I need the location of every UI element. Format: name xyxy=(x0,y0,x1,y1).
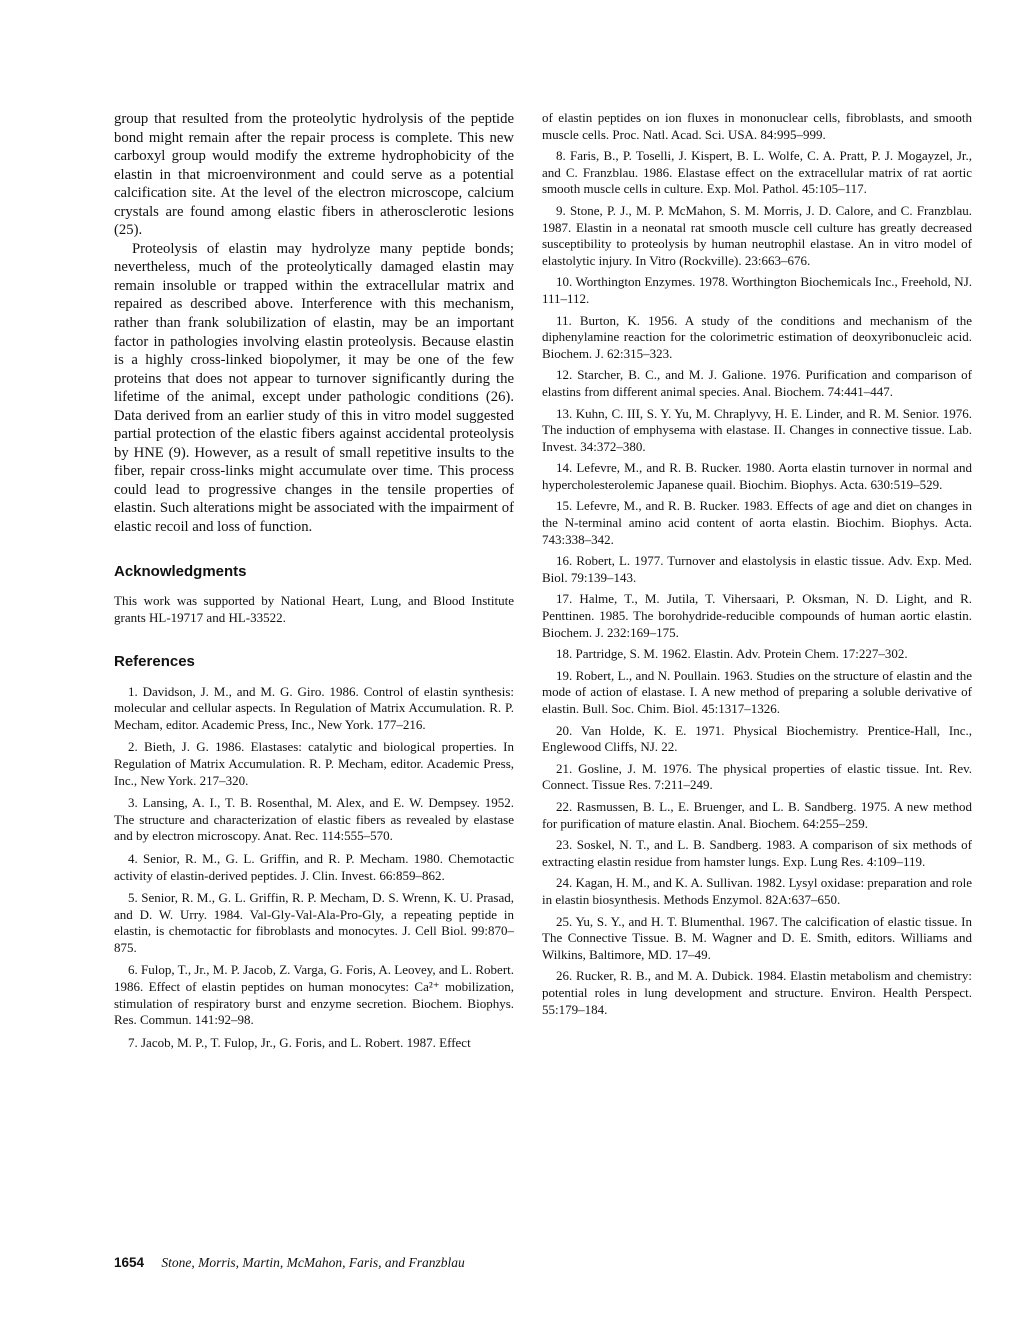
reference-item: 20. Van Holde, K. E. 1971. Physical Biochemistry. Prentice-Hall, Inc., Englewood Cliffs, NJ. 22. xyxy=(542,722,972,755)
page-number: 1654 xyxy=(114,1255,145,1270)
acknowledgments-heading: Acknowledgments xyxy=(114,562,247,580)
body-paragraph-2: Proteolysis of elastin may hydrolyze many peptide bonds; nevertheless, much of the proteolytically damaged elastin may remain insoluble or trapped within the extracellular matrix and repaired as described above. Interference with this mechanism, rather than frank solubilization of elastin, may be an important factor in pathologies involving elastin proteolysis. Because elastin is a highly cross-linked biopolymer, it may be one of the few proteins that does not appear to turnover significantly during the lifetime of the animal, except under pathologic conditions (26). Data derived from an earlier study of this in vitro model suggested partial protection of the elastic fibers against accidental proteolysis by HNE (9). However, as a result of small repetitive insults to the fiber, repair cross-links might accumulate over time. This process could lead to progressive changes in the tensile properties of elastin. Such alterations might be associated with the impairment of elastic recoil and loss of function. xyxy=(114,240,514,536)
reference-item: 15. Lefevre, M., and R. B. Rucker. 1983. Effects of age and diet on changes in the N-terminal amino acid content of aorta elastin. Biochim. Biophys. Acta. 743:338–342. xyxy=(542,498,972,547)
reference-item: 9. Stone, P. J., M. P. McMahon, S. M. Morris, J. D. Calore, and C. Franzblau. 1987. Elastin in a neonatal rat smooth muscle cell culture has greatly decreased susceptibility to proteolysis by human neutrophil elastase. An in vitro model of elastolytic injury. In Vitro (Rockville). 23:663–676. xyxy=(542,202,972,268)
reference-item: 2. Bieth, J. G. 1986. Elastases: catalytic and biological properties. In Regulation of Matrix Accumulation. R. P. Mecham, editor. Academic Press, Inc., New York. 217–320. xyxy=(114,739,514,788)
reference-item: 11. Burton, K. 1956. A study of the conditions and mechanism of the diphenylamine reaction for the colorimetric estimation of deoxyribonucleic acid. Biochem. J. 62:315–323. xyxy=(542,312,972,361)
reference-item: 22. Rasmussen, B. L., E. Bruenger, and L. B. Sandberg. 1975. A new method for purification of mature elastin. Anal. Biochem. 64:255–259. xyxy=(542,798,972,831)
reference-item: 23. Soskel, N. T., and L. B. Sandberg. 1983. A comparison of six methods of extracting elastin residue from hamster lungs. Exp. Lung Res. 4:109–119. xyxy=(542,837,972,869)
reference-item: 6. Fulop, T., Jr., M. P. Jacob, Z. Varga, G. Foris, A. Leovey, and L. Robert. 1986. Effect of elastin peptides on human monocytes: Ca²⁺ mobilization, stimulation of respiratory burst and enzyme secretion. Biochem. Biophys. Res. Commun. 141:92–98. xyxy=(114,962,515,1028)
reference-item: 1. Davidson, J. M., and M. G. Giro. 1986. Control of elastin synthesis: molecular and cellular aspects. In Regulation of Matrix Accumulation. R. P. Mecham, editor. Academic Press, Inc., New York. 177–216. xyxy=(114,683,514,732)
right-column xyxy=(542,110,972,1018)
reference-item: 12. Starcher, B. C., and M. J. Galione. 1976. Purification and comparison of elastins from different animal species. Anal. Biochem. 74:441–447. xyxy=(542,367,972,399)
references-heading: References xyxy=(114,652,195,670)
reference-item: 17. Halme, T., M. Jutila, T. Vihersaari, P. Oksman, N. D. Light, and R. Penttinen. 1985. The borohydride-reducible compounds of human aortic elastin. Biochem. J. 232:169–175. xyxy=(542,591,972,640)
reference-item: 24. Kagan, H. M., and K. A. Sullivan. 1982. Lysyl oxidase: preparation and role in elastin biosynthesis. Methods Enzymol. 82A:637–650. xyxy=(542,875,972,907)
reference-item: 5. Senior, R. M., G. L. Griffin, R. P. Mecham, D. S. Wrenn, K. U. Prasad, and D. W. Urry. 1984. Val-Gly-Val-Ala-Pro-Gly, a repeating peptide in elastin, is chemotactic for fibroblasts and monocytes. J. Cell Biol. 99:870–875. xyxy=(114,890,514,955)
reference-item: 14. Lefevre, M., and R. B. Rucker. 1980. Aorta elastin turnover in normal and hypercholesterolemic Japanese quail. Biochim. Biophys. Acta. 630:519–529. xyxy=(542,460,972,492)
running-authors: Stone, Morris, Martin, McMahon, Faris, and Franzblau xyxy=(161,1255,465,1270)
page-footer xyxy=(114,1255,465,1271)
reference-item: 8. Faris, B., P. Toselli, J. Kispert, B. L. Wolfe, C. A. Pratt, P. J. Mogayzel, Jr., and C. Franzblau. 1986. Elastase effect on the extracellular matrix of rat aortic smooth muscle cells in culture. Exp. Mol. Pathol. 45:105–117. xyxy=(542,148,972,197)
reference-item: 10. Worthington Enzymes. 1978. Worthington Biochemicals Inc., Freehold, NJ. 111–112. xyxy=(542,274,972,306)
reference-item: 4. Senior, R. M., G. L. Griffin, and R. P. Mecham. 1980. Chemotactic activity of elastin-derived peptides. J. Clin. Invest. 66:859–862. xyxy=(114,850,514,883)
reference-list-left xyxy=(114,684,514,1052)
reference-item: 21. Gosline, J. M. 1976. The physical properties of elastic tissue. Int. Rev. Connect. Tissue Res. 7:211–249. xyxy=(542,760,972,793)
acknowledgments-text: This work was supported by National Heart, Lung, and Blood Institute grants HL-19717 and HL-33522. xyxy=(114,592,514,626)
reference-item: 7. Jacob, M. P., T. Fulop, Jr., G. Foris, and L. Robert. 1987. Effect xyxy=(128,1034,471,1050)
reference-item: 13. Kuhn, C. III, S. Y. Yu, M. Chraplyvy, H. E. Linder, and R. M. Senior. 1976. The induction of emphysema with elastase. II. Changes in connective tissue. Lab. Invest. 34:372–380. xyxy=(542,405,972,454)
reference-item: 25. Yu, S. Y., and H. T. Blumenthal. 1967. The calcification of elastic tissue. In The Connective Tissue. B. M. Wagner and D. E. Smith, editors. Williams and Wilkins, Baltimore, MD. 17–49. xyxy=(542,913,972,962)
reference-item: 19. Robert, L., and N. Poullain. 1963. Studies on the structure of elastin and the mode of action of elastase. I. A new method of preparing a soluble derivative of elastin. Bull. Soc. Chim. Biol. 45:1317–1326. xyxy=(542,667,972,716)
reference-item: 3. Lansing, A. I., T. B. Rosenthal, M. Alex, and E. W. Dempsey. 1952. The structure and characterization of elastic fibers as revealed by elastase and by electron microscopy. Anat. Rec. 114:555–570. xyxy=(114,795,514,844)
body-paragraph-1: group that resulted from the proteolytic hydrolysis of the peptide bond might remain after the repair process is complete. This new carboxyl group would modify the extreme hydrophobicity of the elastin in that microenvironment and could serve as a potential calcification site. At the level of the electron microscope, calcium crystals are found among elastic fibers in atherosclerotic lesions (25). xyxy=(114,111,514,239)
left-column xyxy=(114,110,514,1051)
reference-item-continued: of elastin peptides on ion fluxes in mononuclear cells, fibroblasts, and smooth muscle cells. Proc. Natl. Acad. Sci. USA. 84:995–999. xyxy=(542,110,972,142)
reference-item: 18. Partridge, S. M. 1962. Elastin. Adv. Protein Chem. 17:227–302. xyxy=(556,646,908,662)
reference-item: 16. Robert, L. 1977. Turnover and elastolysis in elastic tissue. Adv. Exp. Med. Biol. 79:139–143. xyxy=(542,553,972,585)
reference-item: 26. Rucker, R. B., and M. A. Dubick. 1984. Elastin metabolism and chemistry: potential roles in lung development and structure. Environ. Health Perspect. 55:179–184. xyxy=(542,968,972,1017)
